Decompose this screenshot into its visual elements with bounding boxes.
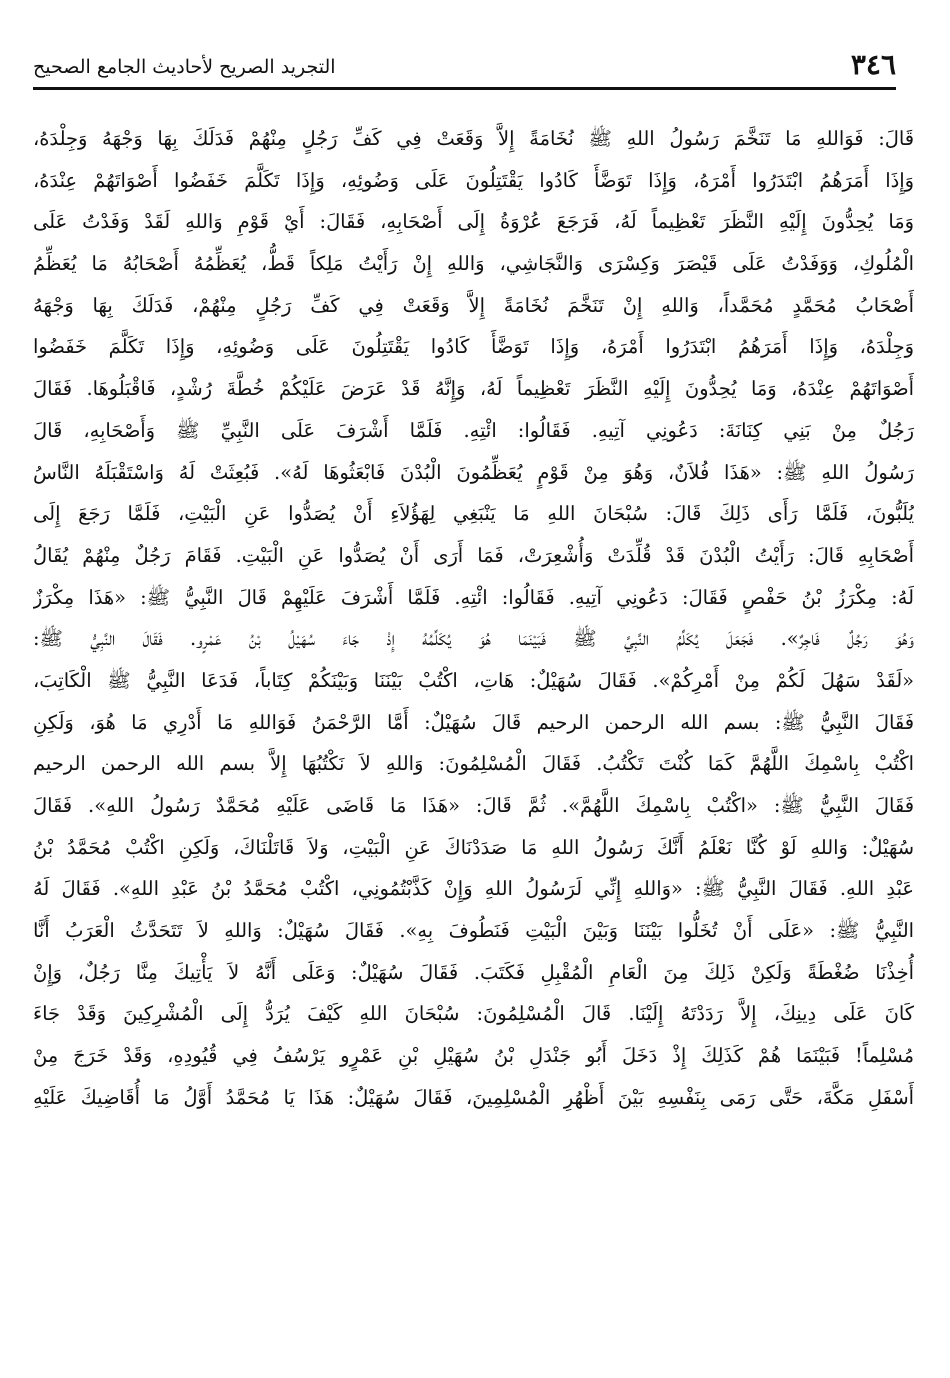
page-number: ٣٤٦ bbox=[850, 48, 896, 81]
text-body bbox=[33, 118, 914, 1119]
text-line: رَجُلٌ مِنْ بَنِي كِنَانَةَ: دَعُونِي آتِيهِ. فَقَالُوا: ائْتِهِ. فَلَمَّا أَشْرَفَ عَلَى النَّبِيِّ ﷺ وَأَصْحَابِهِ، قَالَ bbox=[33, 418, 914, 442]
text-line: النَّبِيُّ ﷺ: «عَلَى أَنْ تُخَلُّوا بَيْنَنَا وَبَيْنَ الْبَيْتِ فَنَطُوفَ بِهِ». فَقَالَ سُهَيْلٌ: وَاللهِ لاَ تَتَحَدَّثُ الْعَرَبُ أَنَّا bbox=[33, 919, 914, 943]
text-line: وَجِلْدَهُ، وَإِذَا أَمَرَهُمُ ابْتَدَرُوا أَمْرَهُ، وَإِذَا تَوَضَّأَ كَادُوا يَقْتَتِلُونَ عَلَى وَضُوئِهِ، وَإِذَا تَكَلَّمَ خَفَضُوا bbox=[33, 335, 914, 359]
text-line: أَسْفَلِ مَكَّةَ، حَتَّى رَمَى بِنَفْسِهِ بَيْنَ أَظْهُرِ الْمُسْلِمِينَ، فَقَالَ سُهَيْلٌ: هَذَا يَا مُحَمَّدُ أَوَّلُ مَا أُقَاضِيكَ عَلَيْهِ bbox=[33, 1085, 914, 1109]
text-line: قَالَ: فَوَاللهِ مَا تَنَخَّمَ رَسُولُ اللهِ ﷺ نُخَامَةً إِلاَّ وَقَعَتْ فِي كَفِّ رَجُلٍ مِنْهُمْ فَدَلَكَ بِهَا وَجْهَهُ وَجِلْدَهُ، bbox=[33, 127, 914, 150]
text-line: الْمُلُوكِ، وَوَفَدْتُ عَلَى قَيْصَرَ وَكِسْرَى وَالنَّجَاشِي، وَاللهِ إِنْ رَأَيْتُ مَلِكاً قَطُّ، يُعَظِّمُهُ أَصْحَابُهُ مَا يُعَظِّمُ bbox=[33, 252, 914, 276]
text-line: وَهُوَ رَجُلٌ فَاجِرٌ». فَجَعَلَ يُكَلِّمُ النَّبِيَّ ﷺ فَبَيْنَمَا هُوَ يُكَلِّمُهُ إِذْ جَاءَ سُهَيْلُ بْنُ عَمْرٍو. فَقَالَ النَّبِيُّ ﷺ: bbox=[33, 627, 914, 651]
text-line: اكْتُبْ بِاسْمِكَ اللَّهُمَّ كَمَا كُنْتَ تَكْتُبُ. فَقَالَ الْمُسْلِمُونَ: وَاللهِ لاَ نَكْتُبُهَا إِلاَّ بسم الله الرحمن الرحيم bbox=[33, 752, 914, 776]
text-line: «لَقَدْ سَهُلَ لَكُمْ مِنْ أَمْرِكُمْ». فَقَالَ سُهَيْلٌ: هَاتِ، اكْتُبْ بَيْنَنَا وَبَيْنَكُمْ كِتَاباً، فَدَعَا النَّبِيُّ ﷺ الْكَاتِبَ، bbox=[33, 668, 914, 692]
book-title: التجريد الصريح لأحاديث الجامع الصحيح bbox=[33, 56, 336, 78]
text-line: كَانَ عَلَى دِينِكَ، إِلاَّ رَدَدْتَهُ إِلَيْنَا. قَالَ الْمُسْلِمُونَ: سُبْحَانَ اللهِ كَيْفَ يُرَدُّ إِلَى الْمُشْرِكِينَ وَقَدْ جَاءَ bbox=[33, 1002, 914, 1026]
text-line: أُخِذْنَا ضُغْطَةً وَلَكِنْ ذَلِكَ مِنَ الْعَامِ الْمُقْبِلِ فَكَتَبَ. فَقَالَ سُهَيْلٌ: وَعَلَى أَنَّهُ لاَ يَأْتِيكَ مِنَّا رَجُلٌ، وَإِنْ bbox=[33, 960, 914, 984]
text-line: مُسْلِماً! فَبَيْنَمَا هُمْ كَذَلِكَ إِذْ دَخَلَ أَبُو جَنْدَلِ بْنُ سُهَيْلِ بْنِ عَمْرٍو يَرْسُفُ فِي قُيُودِهِ، وَقَدْ خَرَجَ مِنْ bbox=[33, 1044, 914, 1068]
text-line: وَمَا يُحِدُّونَ إِلَيْهِ النَّظَرَ تَعْظِيماً لَهُ، فَرَجَعَ عُرْوَةُ إِلَى أَصْحَابِهِ، فَقَالَ: أَيْ قَوْمِ وَاللهِ لَقَدْ وَفَدْتُ عَلَى bbox=[33, 210, 914, 234]
text-line: فَقَالَ النَّبِيُّ ﷺ: بسم الله الرحمن الرحيم قَالَ سُهَيْلٌ: أَمَّا الرَّحْمَنُ فَوَاللهِ مَا أَدْرِي مَا هُوَ، وَلَكِنِ bbox=[33, 710, 914, 734]
text-line: رَسُولُ اللهِ ﷺ: «هَذَا فُلاَنٌ، وَهُوَ مِنْ قَوْمٍ يُعَظِّمُونَ الْبُدْنَ فَابْعَثُوهَا لَهُ». فَبُعِثَتْ لَهُ وَاسْتَقْبَلَهُ النَّاسُ bbox=[33, 460, 914, 484]
header-rule bbox=[33, 87, 896, 90]
text-line: لَهُ: مِكْرَزُ بْنُ حَفْصٍ فَقَالَ: دَعُونِي آتِيهِ. فَقَالُوا: ائْتِهِ. فَلَمَّا أَشْرَفَ عَلَيْهِمْ قَالَ النَّبِيُّ ﷺ: «هَذَا مِكْرَزٌ bbox=[33, 585, 914, 609]
text-line: فَقَالَ النَّبِيُّ ﷺ: «اكْتُبْ بِاسْمِكَ اللَّهُمَّ». ثُمَّ قَالَ: «هَذَا مَا قَاضَى عَلَيْهِ مُحَمَّدٌ رَسُولُ اللهِ». فَقَالَ bbox=[33, 794, 914, 817]
text-line: عَبْدِ اللهِ. فَقَالَ النَّبِيُّ ﷺ: «وَاللهِ إِنِّي لَرَسُولُ اللهِ وَإِنْ كَذَّبْتُمُونِي، اكْتُبْ مُحَمَّدُ بْنُ عَبْدِ اللهِ». فَقَالَ لَهُ bbox=[33, 877, 914, 901]
text-line: أَصْحَابِهِ قَالَ: رَأَيْتُ الْبُدْنَ قَدْ قُلِّدَتْ وَأُشْعِرَتْ، فَمَا أَرَى أَنْ يُصَدُّوا عَنِ الْبَيْتِ. فَقَامَ رَجُلٌ مِنْهُمْ يُقَالُ bbox=[33, 543, 914, 567]
page-header bbox=[33, 38, 896, 90]
text-line: أَصْوَاتَهُمْ عِنْدَهُ، وَمَا يُحِدُّونَ إِلَيْهِ النَّظَرَ تَعْظِيماً لَهُ، وَإِنَّهُ قَدْ عَرَضَ عَلَيْكُمْ خُطَّةَ رُشْدٍ، فَاقْبَلُوهَا. فَقَالَ bbox=[33, 377, 914, 401]
text-line: يُلَبُّونَ، فَلَمَّا رَأَى ذَلِكَ قَالَ: سُبْحَانَ اللهِ مَا يَنْبَغِي لِهَؤُلاَءِ أَنْ يُصَدُّوا عَنِ الْبَيْتِ، فَلَمَّا رَجَعَ إِلَى bbox=[33, 502, 914, 526]
text-line: وَإِذَا أَمَرَهُمُ ابْتَدَرُوا أَمْرَهُ، وَإِذَا تَوَضَّأَ كَادُوا يَقْتَتِلُونَ عَلَى وَضُوئِهِ، وَإِذَا تَكَلَّمَ خَفَضُوا أَصْوَاتَهُمْ عِنْدَهُ، bbox=[33, 168, 914, 192]
text-line: سُهَيْلٌ: وَاللهِ لَوْ كُنَّا نَعْلَمُ أَنَّكَ رَسُولُ اللهِ مَا صَدَدْنَاكَ عَنِ الْبَيْتِ، وَلاَ قَاتَلْنَاكَ، وَلَكِنِ اكْتُبْ مُحَمَّدُ بْنُ bbox=[33, 835, 914, 859]
text-line: أَصْحَابُ مُحَمَّدٍ مُحَمَّداً، وَاللهِ إِنْ تَنَخَّمَ نُخَامَةً إِلاَّ وَقَعَتْ فِي كَفِّ رَجُلٍ مِنْهُمْ، فَدَلَكَ بِهَا وَجْهَهُ bbox=[33, 293, 914, 317]
